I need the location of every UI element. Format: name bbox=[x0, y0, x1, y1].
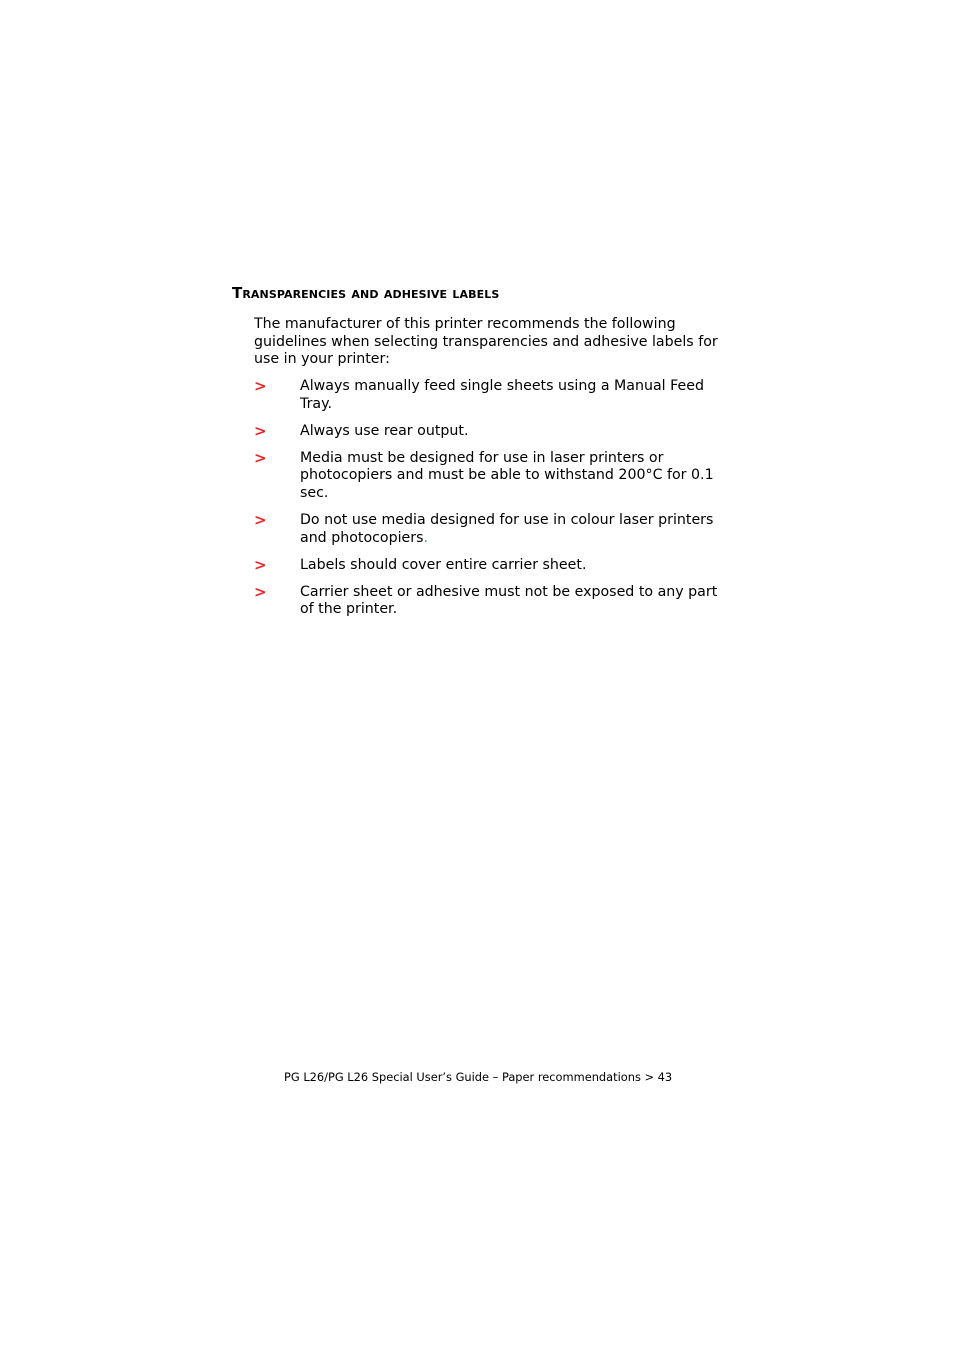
bullet-marker-icon: > bbox=[254, 421, 267, 440]
list-item bbox=[254, 423, 728, 441]
list-item bbox=[254, 584, 728, 619]
list-item bbox=[254, 557, 728, 575]
list-item bbox=[254, 450, 728, 503]
list-item-text: Always use rear output. bbox=[300, 422, 469, 439]
bullet-marker-icon: > bbox=[254, 582, 267, 601]
list-item-suffix: . bbox=[423, 529, 429, 546]
intro-paragraph: The manufacturer of this printer recommends the following guidelines when selecting transparencies and adhesive labels for use in your printer: bbox=[254, 316, 718, 368]
list-item-text: Labels should cover entire carrier sheet. bbox=[300, 556, 587, 573]
bullet-marker-icon: > bbox=[254, 377, 267, 395]
bullet-marker-icon: > bbox=[254, 511, 267, 530]
section-heading: Transparencies and adhesive labels bbox=[232, 284, 500, 302]
bullet-marker-icon: > bbox=[254, 555, 267, 574]
list-item-text: Do not use media designed for use in colour laser printers and photocopiers bbox=[300, 512, 714, 546]
list-item-text: Media must be designed for use in laser printers or photocopiers and must be able to withstand 200°C for 0.1 sec. bbox=[300, 449, 714, 501]
list-item bbox=[254, 512, 728, 547]
page-footer: PG L26/PG L26 Special User’s Guide – Paper recommendations > 43 bbox=[284, 1070, 673, 1084]
list-item-text: Carrier sheet or adhesive must not be exposed to any part of the printer. bbox=[300, 583, 718, 618]
guidelines-list bbox=[254, 378, 728, 629]
bullet-marker-icon: > bbox=[254, 448, 267, 467]
list-item bbox=[254, 378, 728, 413]
list-item-text: Always manually feed single sheets using a Manual Feed Tray. bbox=[300, 378, 704, 412]
